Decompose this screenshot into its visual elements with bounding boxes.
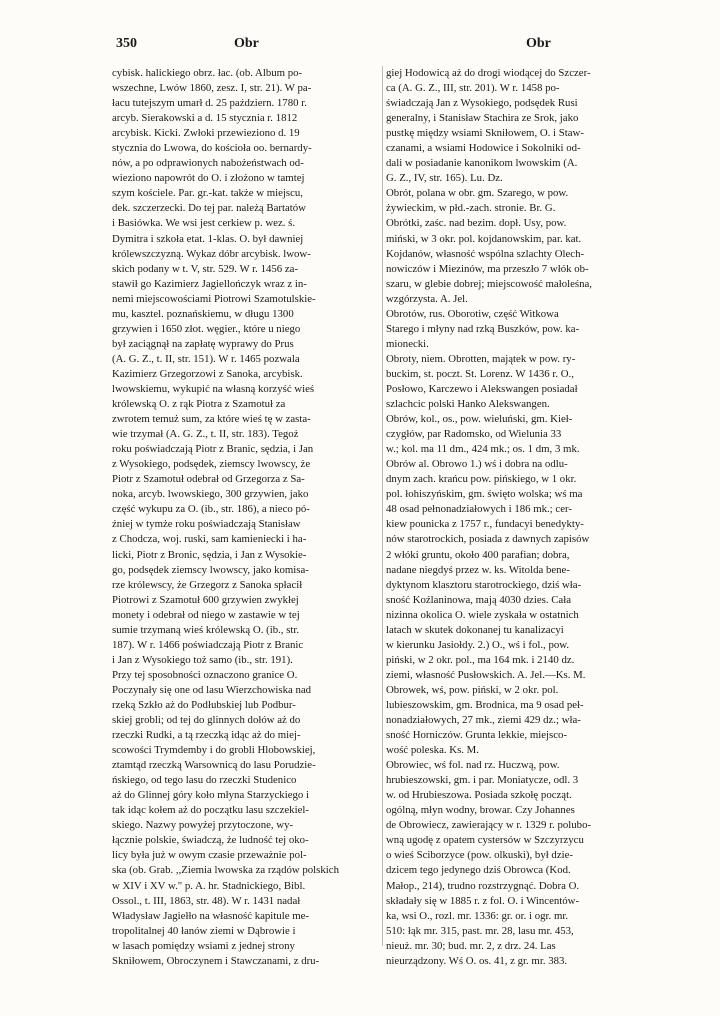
text-line: nizinna okolica O. wiele zyskała w ostatnich: [386, 608, 579, 621]
text-line: zwrotem temuż sum, za które wieś tę w zasta-: [112, 413, 311, 426]
text-line: Kojdanów, własność wspólna szlachty Olech-: [386, 247, 585, 260]
text-line: wieziono napowrót do O. i złożono w tamtej: [112, 172, 305, 185]
text-line: kiew pounicka z 1757 r., fundacyi benedykty-: [386, 518, 584, 531]
text-line: 2 włóki gruntu, około 400 parafian; dobra,: [386, 548, 570, 561]
text-line: noka, arcyb. lwowskiego, 300 grzywien, jako: [112, 488, 309, 501]
text-line: hrubieszowski, gm. i par. Moniatycze, odl. 3: [386, 774, 579, 787]
text-line: dzicem tego jedynego dziś Obrowca (Kod.: [386, 864, 571, 877]
text-line: (A. G. Z., t. II, str. 151). W r. 1465 pozwala: [112, 352, 300, 365]
text-line: grzywien i 1650 złot. węgier., które u niego: [112, 322, 301, 335]
text-line: świadczają Jan z Wysokiego, podsędek Rusi: [386, 97, 578, 110]
text-line: go, podsędek ziemscy lwowscy, jako komisa-: [112, 563, 309, 576]
text-line: miński, w 3 okr. pol. kojdanowskim, par. kat.: [386, 232, 582, 245]
text-line: nieuż. mr. 30; bud. mr. 2, z drz. 24. Las: [386, 939, 556, 952]
text-line: Obrów al. Obrowo 1.) wś i dobra na odlu-: [386, 458, 568, 471]
text-line: lwowskiemu, wykupić na własną korzyść wieś: [112, 382, 315, 395]
text-line: królewską O. z rąk Piotra z Szamotuł za: [112, 398, 286, 411]
text-line: żywieckim, w płd.-zach. stronie. Br. G.: [386, 202, 556, 215]
text-line: czanami, a wsiami Hodowice i Sokolniki od-: [386, 142, 581, 155]
text-line: ziemi, własność Pusłowskich. A. Jel.—Ks. M.: [386, 668, 586, 681]
text-line: z Wysokiego, podsędek, ziemscy lwowscy, że: [112, 458, 311, 471]
text-line: Władysław Jagiełło na własność kapitule me-: [112, 909, 309, 922]
text-line: ńskiego, od tego lasu do rzeczki Studenico: [112, 774, 297, 787]
text-line: w.; kol. ma 11 dm., 424 mk.; os. 1 dm, 3 mk.: [386, 443, 580, 456]
text-line: generalny, i Stanisław Stachira ze Srok, jako: [386, 112, 579, 125]
text-line: giej Hodowicą aż do drogi wiodącej do Szczer-: [386, 67, 591, 79]
text-line: licki, Piotr z Bronic, sędzia, i Jan z Wysokie-: [112, 548, 307, 561]
page-header: [106, 36, 662, 56]
text-line: buckim, st. poczt. St. Lorenz. W 1436 r. O.,: [386, 367, 574, 380]
text-line: Obroty, niem. Obrotten, majątek w pow. ry-: [386, 352, 576, 365]
text-line: licy była już w owym czasie przeważnie pol-: [112, 849, 307, 862]
text-line: i Jan z Wysokiego toż samo (ib., str. 191).: [112, 653, 293, 666]
text-line: Obrowek, wś, pow. piński, w 2 okr. pol.: [386, 683, 559, 696]
text-line: rze królewscy, że Grzegorz z Sanoka spłacił: [112, 578, 303, 591]
text-line: arcyb. Sierakowski a d. 15 stycznia r. 1812: [112, 112, 298, 125]
text-line: z Chodcza, woj. ruski, sam kamieniecki i ha-: [112, 533, 307, 546]
text-line: rzeczki Rudki, a tą rzeczką idąc aż do miej-: [112, 729, 301, 742]
text-line: G. Z., IV, str. 165). Lu. Dz.: [386, 172, 503, 185]
text-line: w lasach pomiędzy wsiami z jednej strony: [112, 939, 295, 952]
text-line: źniej w tymże roku poświadczają Stanisław: [112, 518, 301, 531]
text-line: Małop., 214), trudno rozstrzygnąć. Dobra O.: [386, 879, 580, 892]
text-line: stawił go Kazimierz Jagiellończyk wraz z in-: [112, 277, 307, 290]
text-line: ka, wsi O., rozl. mr. 1336: gr. or. i ogr. mr.: [386, 909, 569, 922]
text-line: czygłów, par Radomsko, od Wielunia 33: [386, 428, 562, 441]
text-line: w XIV i XV w." p. A. hr. Stadnickiego, Bibl.: [112, 879, 306, 892]
column-divider: [382, 66, 383, 946]
text-line: cybisk. halickiego obrz. łac. (ob. Album po-: [112, 67, 303, 79]
text-line: sność Koźlaninowa, mają 4030 dzies. Cała: [386, 593, 571, 606]
text-line: dek. szczerzecki. Do tej par. należą Bartatów: [112, 202, 306, 215]
text-line: Skniłowem, Obroczynem i Stawczanami, z dru-: [112, 954, 320, 967]
text-line: arcybisk. Kicki. Zwłoki przewieziono d. 19: [112, 127, 300, 140]
text-line: nów starotrockich, posiada z dawnych zapisów: [386, 533, 590, 546]
text-line: szlachcic polski Hanko Alekswangen.: [386, 398, 550, 411]
text-line: Posłowo, Karczewo i Alekswangen posiadał: [386, 382, 578, 395]
right-running-head: Obr: [526, 36, 551, 51]
text-line: nonadziałowych, 27 mk., ziemi 429 dz.; wła-: [386, 714, 581, 727]
text-line: sumie trzymaną wieś królewską O. (ib., str.: [112, 623, 300, 636]
text-line: Starego i młyny nad rzką Buszków, pow. ka-: [386, 322, 580, 335]
text-line: Przy tej sposobności oznaczono granice O.: [112, 668, 298, 681]
text-line: ogólną, młyn wodny, browar. Czy Johannes: [386, 804, 575, 817]
text-line: roku poświadczają Piotr z Branic, sędzia, i Jan: [112, 443, 314, 456]
text-line: część wykupu za O. (ib., str. 186), a nieco pó-: [112, 503, 310, 516]
text-line: piński, w 2 okr. pol., ma 164 mk. i 2140 dz.: [386, 653, 575, 666]
text-line: o wieś Sciborzyce (pow. olkuski), był dzie-: [386, 849, 573, 862]
text-line: i Basiówka. We wsi jest cerkiew p. wez. ś.: [112, 217, 296, 230]
text-line: latach w skutek dokonanej tu kanalizacyi: [386, 623, 564, 636]
text-line: 510: łąk mr. 315, past. mr. 28, lasu mr. 453,: [386, 924, 574, 937]
text-line: szym kościele. Par. gr.-kat. także w miejscu,: [112, 187, 303, 200]
text-line: Obrót, polana w obr. gm. Szarego, w pow.: [386, 187, 569, 200]
text-line: łacu tutejszym umarł d. 25 październ. 1780 r.: [112, 97, 307, 110]
text-line: ztamtąd rzeczką Warsownicą do lasu Porudzie-: [112, 759, 316, 772]
text-line: skich podany w t. V, str. 529. W r. 1456 za-: [112, 262, 299, 275]
text-line: Piotrowi z Szamotuł 600 grzywien zwykłej: [112, 593, 299, 606]
text-line: Obrów, kol., os., pow. wieluński, gm. Kieł-: [386, 413, 573, 426]
text-line: monety i odebrał od niego w zastawie w tej: [112, 608, 300, 621]
text-line: pustkę między wsiami Skniłowem, O. i Staw-: [386, 127, 584, 140]
text-line: Ossol., t. III, 1863, str. 48). W r. 1431 nadał: [112, 894, 301, 907]
text-line: w. od Hrubieszowa. Posiada szkołę począt.: [386, 789, 572, 802]
text-line: de Obrowiecz, zawierający w r. 1329 r. polubo-: [386, 819, 592, 832]
right-text-column: [386, 66, 651, 969]
text-line: wszechne, Lwów 1860, zesz. I, str. 21). W pa-: [112, 82, 312, 95]
text-line: wzgórzysta. A. Jel.: [386, 292, 468, 305]
page-number: 350: [116, 36, 137, 51]
text-line: nowiczów i Miezinów, ma przeszło 7 włók ob-: [386, 262, 589, 275]
text-line: Dymitra i szkoła etat. 1-klas. O. był dawniej: [112, 232, 304, 245]
text-line: Kazimierz Grzegorzowi z Sanoka, arcybisk.: [112, 367, 303, 380]
text-line: dnym zach. krańcu pow. pińskiego, w 1 okr.: [386, 473, 577, 486]
text-line: był zaciągnął na zapłatę wyprawy do Prus: [112, 337, 294, 350]
text-line: Obrotów, rus. Oborotiw, część Witkowa: [386, 307, 559, 320]
text-line: w kierunku Jasiołdy. 2.) O., wś i fol., pow.: [386, 638, 570, 651]
text-line: nadane niegdyś przez w. ks. Witolda bene-: [386, 563, 570, 576]
text-line: scowości Trymdemby i do grobli Hlobowskiej,: [112, 744, 316, 757]
text-line: stycznia do Lwowa, do kościoła oo. bernardy-: [112, 142, 312, 155]
text-line: skiego. Nazwy powyżej przytoczone, wy-: [112, 819, 294, 832]
text-line: ca (A. G. Z., III, str. 201). W r. 1458 po-: [386, 82, 560, 95]
text-line: wość poleska. Ks. M.: [386, 744, 479, 757]
text-line: dali w posiadanie kanonikom lwowskim (A.: [386, 157, 578, 170]
text-line: sność Horniczów. Grunta lekkie, miejsco-: [386, 729, 567, 742]
text-line: szaru, w glebie dobrej; miejscowość małoleśna,: [386, 277, 592, 290]
text-line: tropolitalnej 40 łanów ziemi w Dąbrowie i: [112, 924, 296, 937]
text-line: mu, kasztel. poznańskiemu, w długu 1300: [112, 307, 294, 320]
text-line: rzeką Szkło aż do Podłubskiej lub Podbur-: [112, 698, 296, 711]
text-line: wną ugodę z opatem cystersów w Szczyrzycu: [386, 834, 584, 847]
text-line: 187). W r. 1466 poświadczają Piotr z Branic: [112, 638, 304, 651]
text-line: dyktynom klasztoru starotrockiego, dziś wła-: [386, 578, 582, 591]
text-line: łącznie polskie, świadczą, że ludność tej oko-: [112, 834, 309, 847]
text-line: tak idąc kołem aż do początku lasu szczekiel-: [112, 804, 309, 817]
text-line: nemi miejscowościami Piotrowi Szamotulskie-: [112, 292, 316, 305]
text-line: Obrótki, zaśc. nad bezim. dopł. Usy, pow.: [386, 217, 567, 230]
text-line: królewszczyzną. Wykaz dóbr arcybisk. lwow-: [112, 247, 311, 260]
text-line: skiej grobli; od tej do glinnych dołów aż do: [112, 714, 301, 727]
text-line: Obrowiec, wś fol. nad rz. Huczwą, pow.: [386, 759, 560, 772]
text-line: nów, a po odprawionych nabożeństwach od-: [112, 157, 304, 170]
text-line: 48 osad pełnonadziałowych i 186 mk.; cer-: [386, 503, 572, 516]
text-line: składały się w 1885 r. z fol. O. i Wincentów-: [386, 894, 580, 907]
text-line: Piotr z Szamotuł odebrał od Grzegorza z Sa-: [112, 473, 305, 486]
text-line: pol. łohiszyńskim, gm. święto wolska; wś ma: [386, 488, 583, 501]
text-line: ska (ob. Grab. ,,Ziemia lwowska za rządów polskich: [112, 864, 339, 877]
left-running-head: Obr: [234, 36, 259, 51]
text-line: aż do Glinnej góry koło młyna Starzyckiego i: [112, 789, 309, 802]
text-line: nieurządzony. Wś O. os. 41, z gr. mr. 383.: [386, 954, 568, 967]
text-line: Poczynały się one od lasu Wierzchowiska nad: [112, 683, 312, 696]
text-line: wie trzymał (A. G. Z., t. II, str. 183). Tegoż: [112, 428, 299, 441]
left-text-column: [112, 66, 377, 969]
text-line: lubieszowskim, gm. Brodnica, ma 9 osad peł-: [386, 698, 584, 711]
text-line: mionecki.: [386, 337, 429, 350]
